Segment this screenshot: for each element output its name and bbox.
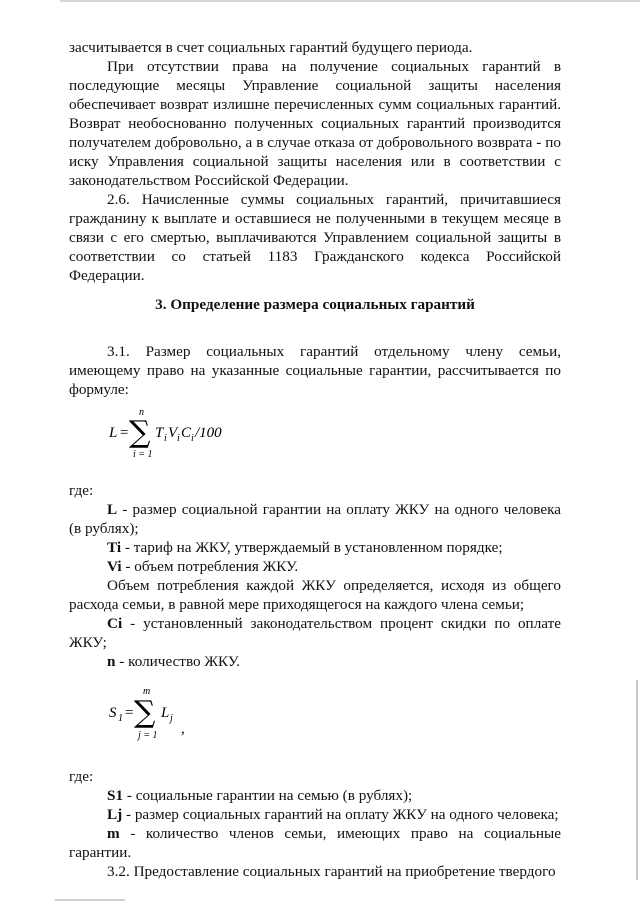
formula-L-lhs: L bbox=[109, 425, 118, 441]
paragraph-3-2: 3.2. Предоставление социальных гарантий на приобретение твердого bbox=[107, 863, 556, 880]
formula-S1-lhs: S bbox=[109, 705, 117, 721]
paragraph-refund: При отсутствии права на получение социальных гарантий в последующие месяцы Управление социальной защиты населения обеспечивает возврат излишне перечисленных сумм социальных гарантий. Возврат необоснованно полученных социальных гарантий производится получателем добровольно, а в случае отказа от добровольного возврата - по иску Управления социальной защиты населения или в соответствии с законодательством Российской Федерации. bbox=[69, 58, 561, 189]
definition-n-text: - количество ЖКУ. bbox=[115, 653, 240, 670]
definition-n-term: n bbox=[107, 653, 116, 670]
definition-L bbox=[69, 500, 561, 538]
formula-S1-lhs-sub: 1 bbox=[118, 713, 123, 724]
formula-L-upper: n bbox=[139, 407, 144, 418]
formula-S1-svg bbox=[109, 683, 309, 749]
scan-edge-bottom bbox=[55, 899, 125, 901]
document-body bbox=[69, 38, 561, 881]
definition-Lj-text: - размер социальных гарантий на оплату ЖКУ на одного человека; bbox=[122, 806, 559, 823]
definition-Vi bbox=[69, 557, 561, 576]
definition-m-text: - количество членов семьи, имеющих право на социальные гарантии. bbox=[69, 825, 561, 861]
formula-L-v: V bbox=[168, 425, 178, 441]
definition-Ti-text: - тариф на ЖКУ, утверждаемый в установленном порядке; bbox=[121, 539, 503, 556]
formula-L-eq: = bbox=[119, 425, 130, 441]
definition-Ci-term: Ci bbox=[107, 615, 123, 632]
definition-Lj-term: Lj bbox=[107, 806, 123, 823]
paragraph-carryover: засчитывается в счет социальных гарантий будущего периода. bbox=[69, 39, 473, 56]
formula-S1-sum: ∑ bbox=[134, 695, 156, 730]
definition-m-term: m bbox=[107, 825, 120, 842]
definition-Ti-term: Ti bbox=[107, 539, 122, 556]
definition-Lj bbox=[69, 805, 561, 824]
formula-L-lower: i = 1 bbox=[133, 449, 153, 460]
section-heading: 3. Определение размера социальных гарантий bbox=[155, 296, 475, 313]
formula-L bbox=[109, 405, 561, 463]
formula-S1-upper: m bbox=[143, 686, 151, 697]
definition-Vi-term: Vi bbox=[107, 558, 122, 575]
formula-L-t-sub: i bbox=[164, 433, 167, 444]
formula-L-v-sub: i bbox=[177, 433, 180, 444]
definition-Ci-text: - установленный законодательством процент скидки по оплате ЖКУ; bbox=[69, 615, 561, 651]
definition-m bbox=[69, 824, 561, 862]
definition-S1 bbox=[69, 786, 561, 805]
paragraph-3-1: 3.1. Размер социальных гарантий отдельному члену семьи, имеющему право на указанные социальные гарантии, рассчитывается по формуле: bbox=[69, 343, 561, 398]
formula-L-c-sub: i bbox=[191, 433, 194, 444]
definition-S1-text: - социальные гарантии на семью (в рублях); bbox=[123, 787, 413, 804]
definition-Ti bbox=[69, 538, 561, 557]
formula-S1-lower: j = 1 bbox=[138, 730, 158, 741]
gde-label-1: где: bbox=[69, 482, 94, 499]
gde-label-2: где: bbox=[69, 768, 94, 785]
paragraph-2-6: 2.6. Начисленные суммы социальных гарантий, причитавшиеся гражданину к выплате и оставшиеся не полученными в текущем месяце в связи с его смертью, выплачиваются Управлением социальной защиты в соответствии со статьей 1183 Гражданского кодекса Российской Федерации. bbox=[69, 191, 561, 284]
formula-S1-body: L bbox=[161, 705, 170, 721]
definition-S1-term: S1 bbox=[107, 787, 124, 804]
definition-L-term: L bbox=[107, 501, 118, 518]
scan-edge-top bbox=[60, 0, 640, 2]
definition-L-text: - размер социальной гарантии на оплату ЖКУ на одного человека (в рублях); bbox=[69, 501, 561, 537]
definition-Ci bbox=[69, 614, 561, 652]
formula-S1-eq: = bbox=[124, 705, 135, 721]
formula-L-c: C bbox=[181, 425, 192, 441]
formula-S1-trail: , bbox=[181, 721, 185, 737]
paragraph-volume: Объем потребления каждой ЖКУ определяется, исходя из общего расхода семьи, в равной мере приходящегося на каждого члена семьи; bbox=[69, 577, 561, 613]
formula-L-svg bbox=[109, 405, 309, 463]
definition-n bbox=[69, 652, 561, 671]
formula-S1-body-sub: j bbox=[170, 713, 173, 724]
formula-L-sum: ∑ bbox=[129, 415, 151, 450]
formula-L-div: /100 bbox=[195, 425, 222, 441]
formula-L-t: T bbox=[155, 425, 164, 441]
formula-S1 bbox=[109, 683, 561, 749]
scan-edge-right bbox=[636, 680, 638, 880]
definition-Vi-text: - объем потребления ЖКУ. bbox=[121, 558, 299, 575]
